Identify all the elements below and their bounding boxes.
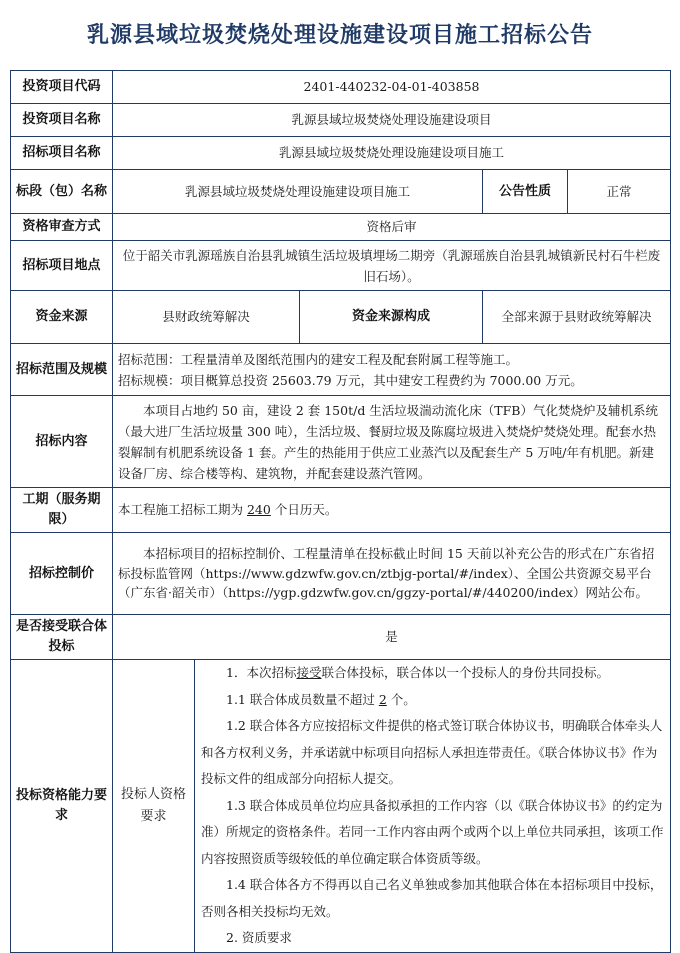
row-price-control	[11, 533, 671, 615]
row-duration	[11, 488, 671, 533]
capability-p1	[201, 660, 664, 687]
funding-value: 县财政统筹解决	[113, 291, 300, 344]
project-code-label: 投资项目代码	[11, 71, 113, 104]
row-capability	[11, 660, 671, 953]
row-scope	[11, 344, 671, 396]
capability-p1-a: 1．本次招标	[226, 665, 297, 680]
location-value: 位于韶关市乳源瑶族自治县乳城镇生活垃圾填埋场二期旁（乳源瑶族自治县乳城镇新民村石牛栏废旧石场）。	[113, 241, 671, 291]
section-label: 标段（包）名称	[11, 170, 113, 214]
row-section	[11, 170, 671, 214]
row-tender-name	[11, 137, 671, 170]
location-label: 招标项目地点	[11, 241, 113, 291]
capability-p2-count: 2	[378, 691, 387, 707]
price-control-value: 本招标项目的招标控制价、工程量清单在投标截止时间 15 天前以补充公告的形式在广东省招标投标监管网（https://www.gdzwfw.gov.cn/ztbjg-portal/#/index）、全国公共资源交易平台（广东省·韶关市）（https://ygp.gdzwfw.gov.cn/ggzy-portal/#/440200/index）网站公布。	[113, 533, 671, 615]
consortium-value: 是	[113, 615, 671, 660]
capability-p1-accept: 接受	[296, 665, 322, 680]
funding-structure-value: 全部来源于县财政统筹解决	[483, 291, 671, 344]
price-control-label: 招标控制价	[11, 533, 113, 615]
capability-p2	[201, 687, 664, 714]
scope-value	[113, 344, 671, 396]
qualification-review-label: 资格审查方式	[11, 214, 113, 241]
duration-value	[113, 488, 671, 533]
row-funding	[11, 291, 671, 344]
duration-days: 240	[246, 502, 271, 517]
tender-table	[10, 70, 671, 953]
project-code-value: 2401-440232-04-01-403858	[113, 71, 671, 104]
notice-type-label: 公告性质	[483, 170, 568, 214]
scope-scale: 招标规模：项目概算总投资 25603.79 万元，其中建安工程费约为 7000.00 万元。	[118, 372, 583, 388]
row-location	[11, 241, 671, 291]
section-value: 乳源县域垃圾焚烧处理设施建设项目施工	[113, 170, 483, 214]
qualification-review-value: 资格后审	[113, 214, 671, 241]
capability-p2-b: 个。	[386, 691, 416, 707]
capability-value	[195, 660, 671, 953]
tender-name-value: 乳源县域垃圾焚烧处理设施建设项目施工	[113, 137, 671, 170]
project-name-label: 投资项目名称	[11, 104, 113, 137]
page-title: 乳源县域垃圾焚烧处理设施建设项目施工招标公告	[86, 23, 593, 48]
duration-label: 工期（服务期限）	[11, 488, 113, 533]
consortium-label: 是否接受联合体投标	[11, 615, 113, 660]
row-project-name	[11, 104, 671, 137]
capability-p2-a: 1.1 联合体成员数量不超过	[226, 691, 379, 707]
content-label: 招标内容	[11, 396, 113, 488]
content-value: 本项目占地约 50 亩，建设 2 套 150t/d 生活垃圾湍动流化床（TFB）气化焚烧炉及辅机系统（最大进厂生活垃圾量 300 吨），生活垃圾、餐厨垃圾及陈腐垃圾进入焚烧炉焚烧处理。配套水热裂解制有机肥系统设备 1 套。产生的热能用于供应工业蒸汽以及配套生产 5 万吨/年有机肥。新建设备厂房、综合楼等构、建筑物，并配套建设蒸汽管网。	[113, 396, 671, 488]
row-content	[11, 396, 671, 488]
notice-type-value: 正常	[568, 170, 671, 214]
duration-suffix: 个日历天。	[270, 502, 338, 517]
capability-p6: 2. 资质要求	[226, 930, 292, 945]
scope-range: 招标范围：工程量清单及图纸范围内的建安工程及配套附属工程等施工。	[118, 351, 519, 367]
funding-structure-label: 资金来源构成	[300, 291, 483, 344]
row-project-code	[11, 71, 671, 104]
row-consortium	[11, 615, 671, 660]
capability-label: 投标资格能力要求	[11, 660, 113, 953]
scope-label: 招标范围及规模	[11, 344, 113, 396]
duration-prefix: 本工程施工招标工期为	[118, 502, 247, 517]
funding-label: 资金来源	[11, 291, 113, 344]
capability-p4: 1.3 联合体成员单位均应具备拟承担的工作内容（以《联合体协议书》的约定为准）所规定的资格条件。若同一工作内容由两个或两个以上单位共同承担，该项工作内容按照资质等级较低的单位确定联合体资质等级。	[201, 797, 664, 866]
capability-p3: 1.2 联合体各方应按招标文件提供的格式签订联合体协议书，明确联合体牵头人和各方权利义务，并承诺就中标项目向招标人承担连带责任。《联合体协议书》作为投标文件的组成部分向招标人提交。	[201, 718, 663, 786]
capability-sublabel: 投标人资格要求	[113, 660, 195, 953]
project-name-value: 乳源县域垃圾焚烧处理设施建设项目	[113, 104, 671, 137]
tender-name-label: 招标项目名称	[11, 137, 113, 170]
capability-p1-b: 联合体投标，联合体以一个投标人的身份共同投标。	[321, 665, 609, 680]
capability-p5: 1.4 联合体各方不得再以自己名义单独或参加其他联合体在本招标项目中投标，否则各相关投标均无效。	[201, 877, 663, 919]
row-qualification-review	[11, 214, 671, 241]
